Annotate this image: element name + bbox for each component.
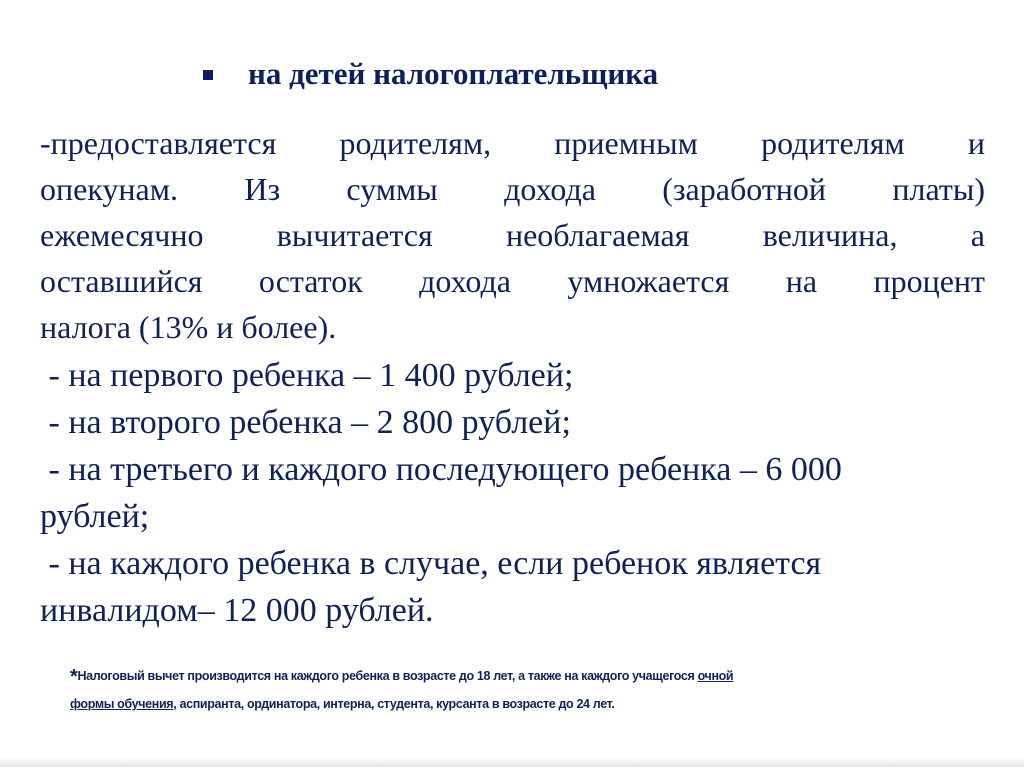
footnote: [70, 662, 733, 718]
footnote-text: Налоговый вычет производится на каждого ребенка в возрасте до 18 лет, а также на каждого учащегося: [77, 669, 698, 683]
list-item: инвалидом– 12 000 рублей.: [40, 592, 434, 629]
list-item: - на каждого ребенка в случае, если ребенок является: [40, 545, 822, 582]
bullet-square-icon: [203, 70, 213, 80]
list-item: - на второго ребенка – 2 800 рублей;: [40, 404, 571, 441]
paragraph-line: -предоставляется родителям, приемным родителям и: [40, 125, 985, 161]
footnote-text: , аспиранта, ординатора, интерна, студента, курсанта в возрасте до 24 лет.: [173, 697, 615, 711]
slide-heading: на детей налогоплательщика: [248, 56, 659, 91]
paragraph-line: налога (13% и более).: [40, 309, 337, 345]
paragraph-line: ежемесячно вычитается необлагаемая величина, а: [40, 217, 985, 253]
list-item: рублей;: [40, 498, 150, 535]
paragraph-line: опекунам. Из суммы дохода (заработной платы): [40, 171, 985, 207]
description-paragraph: [40, 120, 985, 350]
list-item: - на третьего и каждого последующего ребенка – 6 000: [40, 451, 842, 488]
list-item: - на первого ребенка – 1 400 рублей;: [40, 357, 574, 394]
footnote-link[interactable]: формы обучения: [70, 697, 174, 711]
deduction-list: [40, 352, 842, 634]
footnote-star: *: [70, 666, 78, 688]
bottom-shadow: [0, 757, 1024, 767]
paragraph-line: оставшийся остаток дохода умножается на процент: [40, 263, 985, 299]
footnote-link[interactable]: очной: [697, 669, 734, 683]
